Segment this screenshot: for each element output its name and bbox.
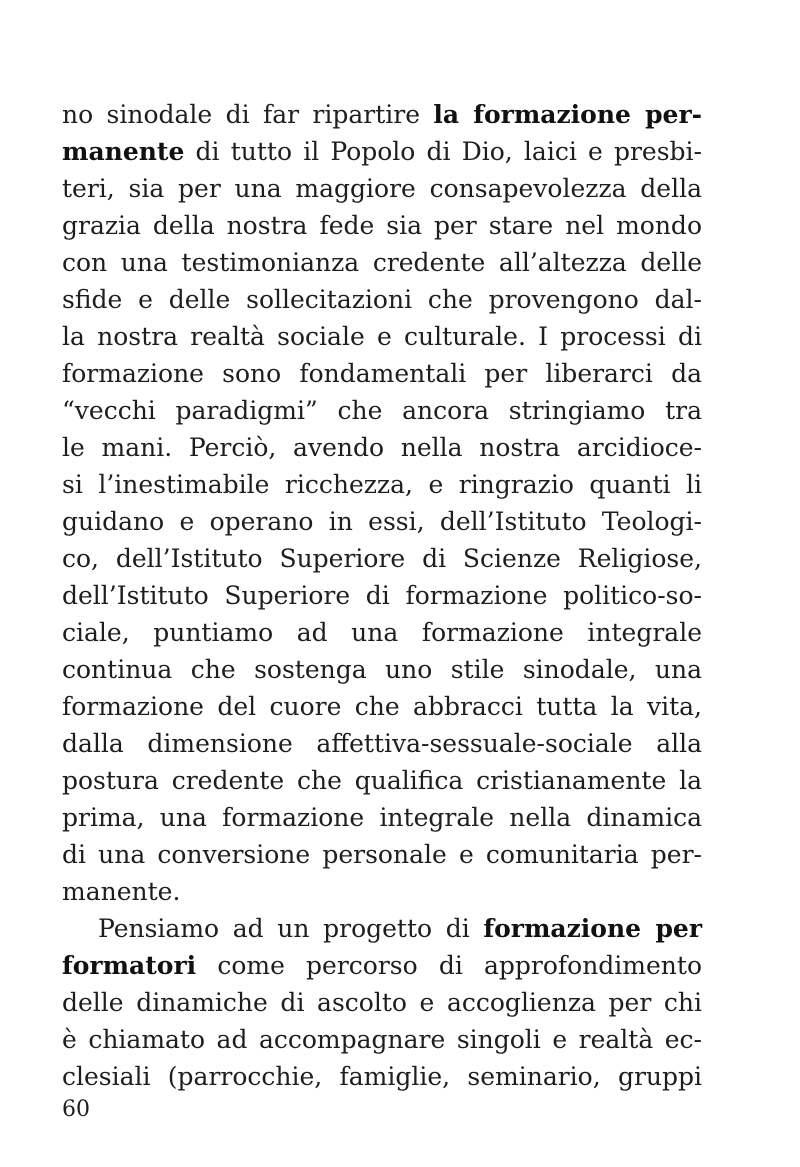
text-line (62, 96, 702, 133)
text-segment: continua che sostenga uno stile sinodale, una (62, 655, 702, 684)
text-segment: teri, sia per una maggiore consapevolezza della (62, 174, 702, 203)
text-segment: la nostra realtà sociale e culturale. I processi di (62, 322, 702, 351)
bold-text-segment: manente (62, 137, 185, 166)
body-text (62, 96, 702, 1095)
text-segment: Pensiamo ad un progetto di (98, 914, 484, 943)
text-line (62, 725, 702, 762)
text-line (62, 688, 702, 725)
bold-text-segment: la formazione per- (433, 100, 702, 129)
paragraph (62, 96, 702, 910)
text-line (62, 873, 702, 910)
page-number: 60 (62, 1097, 90, 1122)
text-segment: è chiamato ad accompagnare singoli e realtà ec- (62, 1025, 702, 1054)
text-segment: le mani. Perciò, avendo nella nostra arcidioce- (62, 433, 702, 462)
text-line (62, 614, 702, 651)
text-line (62, 355, 702, 392)
text-segment: ciale, puntiamo ad una formazione integrale (62, 618, 702, 647)
text-line (62, 947, 702, 984)
text-line (62, 429, 702, 466)
text-segment: manente. (62, 877, 181, 906)
text-line (62, 1021, 702, 1058)
text-segment: dalla dimensione affettiva-sessuale-sociale alla (62, 729, 702, 758)
text-segment: come percorso di approfondimento (196, 951, 702, 980)
text-line (62, 984, 702, 1021)
text-line (62, 170, 702, 207)
text-line (62, 910, 702, 947)
text-segment: con una testimonianza credente all’altezza delle (62, 248, 702, 277)
text-segment: delle dinamiche di ascolto e accoglienza per chi (62, 988, 702, 1017)
text-segment: postura credente che qualifica cristianamente la (62, 766, 702, 795)
text-segment: guidano e operano in essi, dell’Istituto Teologi- (62, 507, 702, 536)
text-segment: prima, una formazione integrale nella dinamica (62, 803, 702, 832)
text-segment: di tutto il Popolo di Dio, laici e presbi- (184, 137, 702, 166)
text-segment: grazia della nostra fede sia per stare nel mondo (62, 211, 702, 240)
text-line (62, 651, 702, 688)
text-segment: “vecchi paradigmi” che ancora stringiamo tra (62, 396, 702, 425)
text-line (62, 244, 702, 281)
text-line (62, 577, 702, 614)
text-line (62, 836, 702, 873)
text-line (62, 799, 702, 836)
text-line (62, 762, 702, 799)
text-line (62, 207, 702, 244)
bold-text-segment: formatori (62, 951, 197, 980)
bold-text-segment: formazione per (483, 914, 703, 943)
text-line (62, 281, 702, 318)
text-line (62, 1058, 702, 1095)
text-segment: di una conversione personale e comunitaria per- (62, 840, 702, 869)
text-segment: formazione del cuore che abbracci tutta la vita, (62, 692, 702, 721)
text-segment: no sinodale di far ripartire (62, 100, 434, 129)
text-segment: clesiali (parrocchie, famiglie, seminario, gruppi (62, 1062, 702, 1091)
text-line (62, 466, 702, 503)
text-line (62, 392, 702, 429)
text-segment: formazione sono fondamentali per liberarci da (62, 359, 702, 388)
text-line (62, 133, 702, 170)
paragraph (62, 910, 702, 1095)
text-segment: co, dell’Istituto Superiore di Scienze Religiose, (62, 544, 702, 573)
text-line (62, 318, 702, 355)
text-line (62, 503, 702, 540)
text-line (62, 540, 702, 577)
text-segment: sfide e delle sollecitazioni che provengono dal- (62, 285, 702, 314)
text-segment: dell’Istituto Superiore di formazione politico-so- (62, 581, 702, 610)
text-segment: si l’inestimabile ricchezza, e ringrazio quanti li (62, 470, 702, 499)
